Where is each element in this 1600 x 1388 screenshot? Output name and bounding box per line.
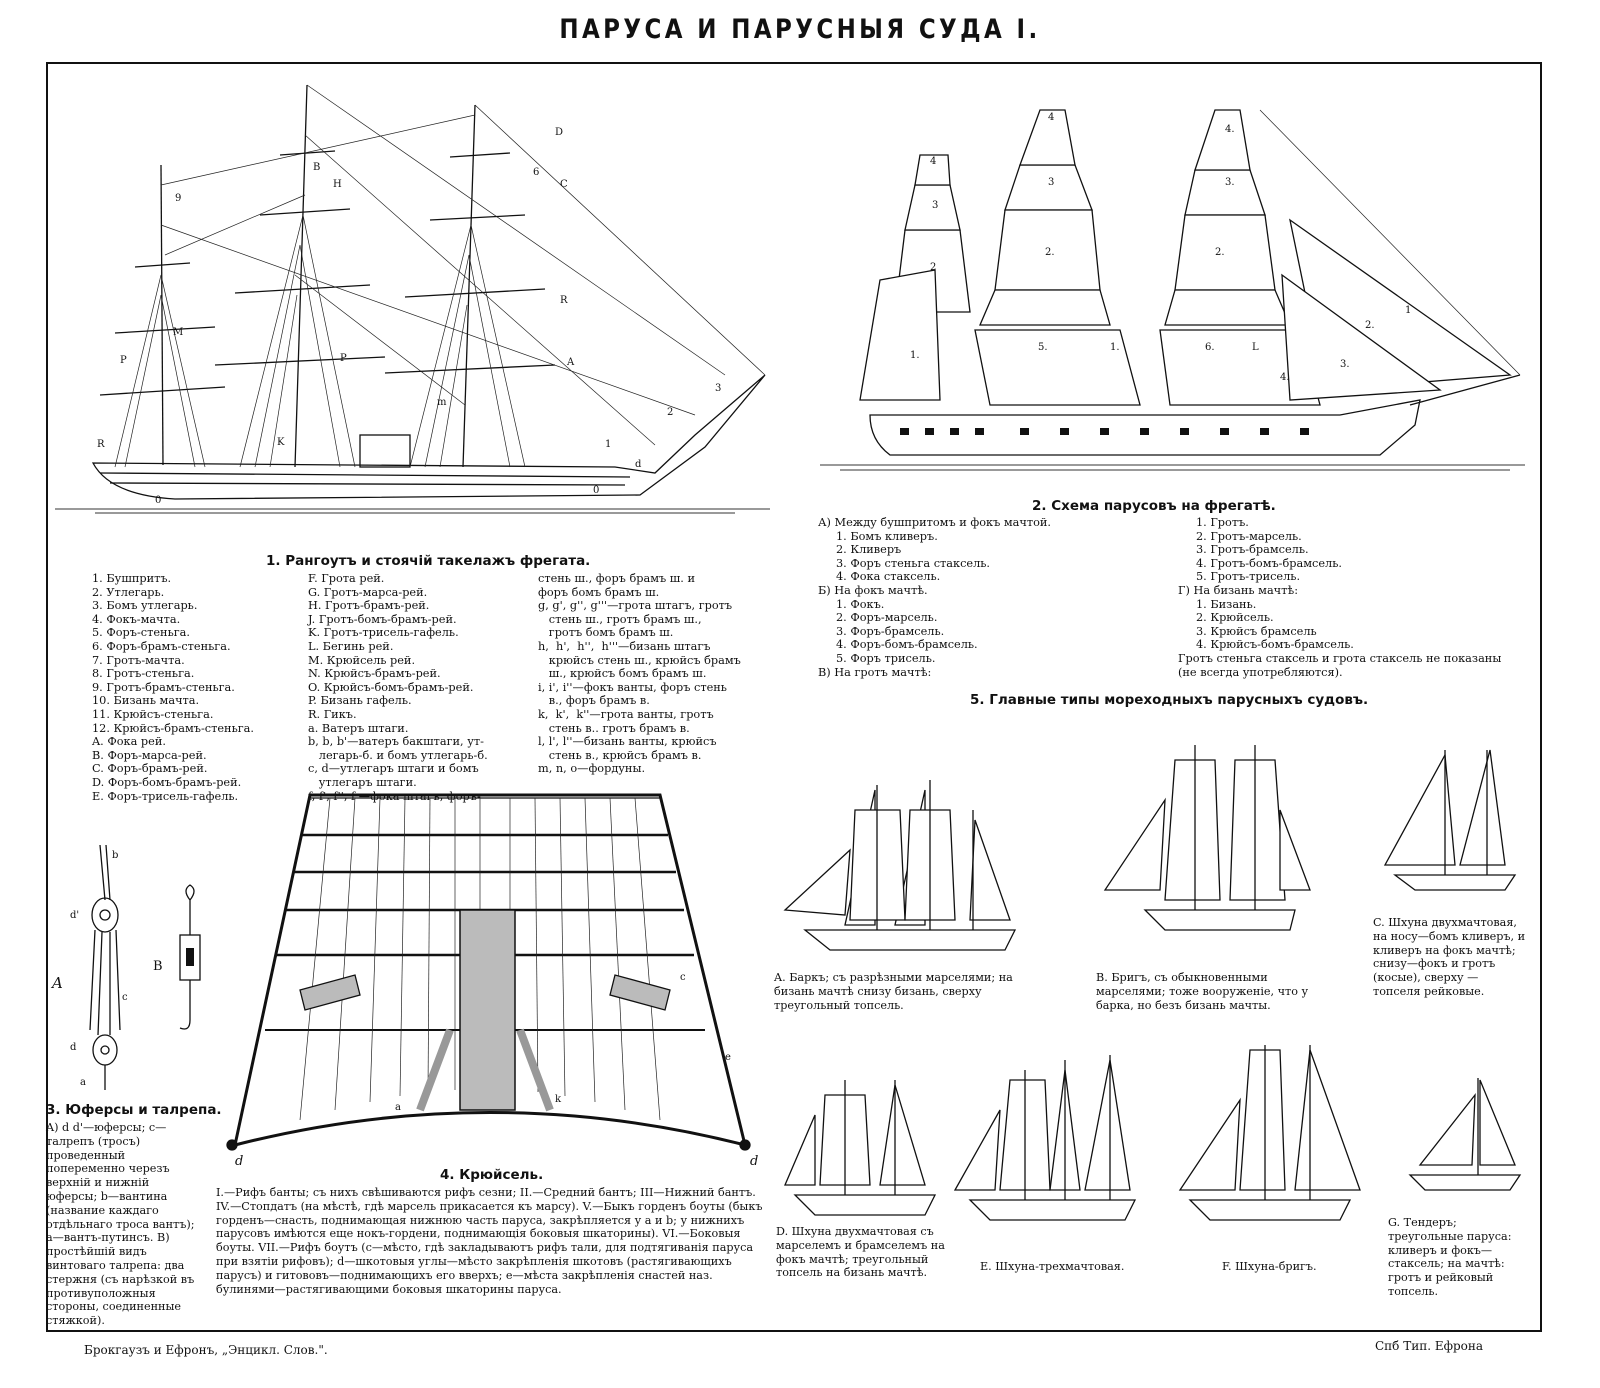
fig1-legend-item: 6. Форъ-брамъ-стеньга.: [92, 639, 231, 653]
svg-text:3.: 3.: [1340, 359, 1350, 370]
svg-text:d': d': [70, 910, 80, 921]
svg-text:R: R: [97, 439, 105, 450]
fig1-legend-item: N. Крюйсъ-брамъ-рей.: [308, 667, 441, 681]
fig5-schooner-d-text: D. Шхуна двухмачтовая съ марселемъ и брамселемъ на фокъ мачтѣ; треугольный топсель на бизань мачтѣ.: [776, 1225, 945, 1280]
ship-schooner-d-drawing: [775, 1075, 955, 1225]
fig1-legend-item: легарь-б. и бомъ утлегарь-б.: [308, 748, 488, 762]
frigate-rigging-drawing: [55, 75, 775, 525]
svg-text:R: R: [560, 295, 568, 306]
svg-text:m: m: [437, 397, 447, 408]
fig2-caption: 2. Схема парусовъ на фрегатѣ.: [1032, 498, 1276, 514]
svg-text:4.: 4.: [1225, 124, 1235, 135]
svg-text:1.: 1.: [1110, 342, 1120, 353]
fig1-legend-item: стень ш., форъ брамъ ш. и: [538, 572, 696, 585]
svg-text:1: 1: [1405, 305, 1412, 316]
topsail-drawing: [220, 790, 765, 1169]
fig1-legend-item: l, l', l''—бизань ванты, крюйсъ: [538, 735, 717, 749]
fig4-caption: 4. Крюйсель.: [440, 1167, 544, 1183]
page-title: ПАРУСА И ПАРУСНЫЯ СУДА I.: [559, 14, 1041, 45]
ship-schooner-2mast-drawing: [1375, 745, 1535, 905]
fig1-legend-item: G. Гротъ-марса-рей.: [308, 585, 428, 599]
fig3-text: A) d d'—юферсы; c—талрепъ (тросъ) проведенный попеременно черезъ верхнiй и нижнiй юферсы; b—вантина (название каждаго отдѣльнаго троса вантъ); a—вантъ-путинсъ. B) простѣйшiй видъ винтоваго талрепа: два стержня (съ нарѣзкой въ противуположныя стороны, соединенные стяжкой).: [46, 1121, 195, 1328]
svg-text:H: H: [333, 179, 342, 190]
fig2-legend-right: [1178, 516, 1501, 679]
fig2-legend-item: 3. Крюйсъ брамсель: [1178, 624, 1317, 638]
svg-text:d: d: [635, 459, 642, 470]
svg-text:B: B: [313, 162, 321, 173]
svg-text:D: D: [555, 127, 564, 138]
fig1-legend-item: в., форъ брамъ в.: [538, 694, 650, 708]
svg-text:d: d: [235, 1154, 244, 1169]
fig1-legend-item: 5. Форъ-стеньга.: [92, 626, 190, 640]
fig5-schooner-2mast-text: C. Шхуна двухмачтовая, на носу—бомъ кливеръ, и кливеръ на фокъ мачтѣ; снизу—фокъ и гротъ (косые), сверху — топселя рейковые.: [1373, 916, 1526, 998]
fig1-caption: 1. Рангоутъ и стоячiй такелажъ фрегата.: [266, 553, 591, 569]
footer-printer: Спб Тип. Ефрона: [1375, 1339, 1484, 1353]
fig5-caption: 5. Главные типы мореходныхъ парусныхъ судовъ.: [970, 692, 1369, 708]
svg-text:2: 2: [930, 262, 937, 273]
fig2-legend-item: Гротъ стеньга стаксель и грота стаксель не показаны: [1178, 651, 1502, 665]
fig1-legend-item: 2. Утлегарь.: [92, 585, 165, 599]
svg-text:a: a: [80, 1077, 86, 1088]
fig2-legend-left: [818, 516, 1051, 679]
fig2-legend-item: А) Между бушпритомъ и фокъ мачтой.: [818, 516, 1052, 529]
svg-text:k: k: [555, 1094, 562, 1105]
fig1-legend-item: M. Крюйсель рей.: [308, 653, 416, 667]
fig1-legend-item: D. Форъ-бомъ-брамъ-рей.: [92, 775, 242, 789]
svg-text:1.: 1.: [910, 350, 920, 361]
svg-text:2: 2: [667, 407, 674, 418]
fig1-legend-col2: [308, 572, 488, 803]
svg-text:4.: 4.: [1280, 372, 1290, 383]
fig1-legend-item: f, f', f'', f —фока штагъ, форъ-: [308, 789, 481, 803]
svg-text:2.: 2.: [1365, 320, 1375, 331]
ship-schooner-3mast-drawing: [950, 1050, 1150, 1230]
footer-publisher: Брокгаузъ и Ефронъ, „Энцикл. Слов.".: [84, 1343, 328, 1357]
fig2-legend-item: 1. Гротъ.: [1178, 516, 1249, 529]
fig2-legend-item: 4. Гротъ-бомъ-брамсель.: [1178, 556, 1342, 570]
svg-text:e: e: [725, 1052, 731, 1063]
fig1-legend-item: m, n, o—фордуны.: [538, 762, 646, 776]
fig2-legend-item: 5. Гротъ-трисель.: [1178, 570, 1301, 584]
ship-brig-drawing: [1095, 740, 1335, 940]
fig1-legend-item: 11. Крюйсъ-стеньга.: [92, 707, 214, 721]
svg-text:3: 3: [715, 383, 722, 394]
svg-text:6: 6: [533, 167, 540, 178]
ship-cutter-drawing: [1400, 1075, 1530, 1200]
fig2-legend-item: 4. Фока стаксель.: [818, 570, 941, 584]
svg-text:d: d: [750, 1154, 759, 1169]
svg-text:P: P: [120, 355, 127, 366]
fig1-legend-item: k, k', k''—грота ванты, гротъ: [538, 707, 714, 721]
fig1-legend-item: g, g', g'', g'''—грота штагъ, гротъ: [538, 599, 733, 613]
svg-text:c: c: [680, 972, 686, 983]
fig1-legend-item: крюйсъ стень ш., крюйсъ брамъ: [538, 653, 741, 667]
fig1-legend-item: B. Форъ-марса-рей.: [92, 748, 207, 762]
svg-text:0: 0: [593, 485, 600, 496]
fig1-legend-item: c, d—утлегаръ штаги и бомъ: [308, 762, 479, 776]
svg-text:1: 1: [605, 439, 612, 450]
svg-text:2.: 2.: [1045, 247, 1055, 258]
fig2-legend-item: 4. Крюйсъ-бомъ-брамсель.: [1178, 638, 1354, 652]
fig1-legend-item: L. Бегинь рей.: [308, 639, 394, 653]
fig1-legend-item: P. Бизань гафель.: [308, 694, 412, 708]
fig1-legend-item: 9. Гротъ-брамъ-стеньга.: [92, 680, 235, 694]
fig3-label-a: A: [52, 974, 63, 992]
fig2-legend-item: 2. Кливеръ: [818, 543, 902, 557]
svg-text:L: L: [1252, 342, 1259, 353]
fig2-legend-item: 2. Форъ-марсель.: [818, 611, 938, 625]
fig5-bark-text: A. Баркъ; съ разрѣзными марселями; на бизань мачтѣ снизу бизань, сверху треугольный топсель.: [774, 971, 1013, 1012]
fig1-legend-item: 3. Бомъ утлегарь.: [92, 599, 198, 613]
fig5-schooner-3mast-text: E. Шхуна-трехмачтовая.: [980, 1260, 1125, 1273]
fig2-legend-item: 1. Бомъ кливеръ.: [818, 529, 938, 543]
fig2-legend-item: 3. Форъ стеньга стаксель.: [818, 556, 991, 570]
fig1-legend-item: форъ бомъ брамъ ш.: [538, 585, 660, 599]
svg-text:3: 3: [932, 200, 939, 211]
svg-text:6.: 6.: [1205, 342, 1215, 353]
fig2-legend-item: 5. Форъ трисель.: [818, 651, 936, 665]
fig1-legend-item: 4. Фокъ-мачта.: [92, 612, 181, 626]
fig5-cutter-text: G. Тендеръ; треугольные паруса: кливеръ и фокъ—стаксель; на мачтѣ: гротъ и рейковый топсель.: [1388, 1216, 1512, 1298]
svg-text:K: K: [277, 437, 285, 448]
fig1-legend-item: 10. Бизань мачта.: [92, 694, 200, 708]
svg-text:M: M: [173, 327, 184, 338]
fig4-text: I.—Рифъ банты; съ нихъ свѣшиваются рифъ сезни; II.—Средний бантъ; III—Нижний бантъ. IV.—Стопдатъ (на мѣстѣ, гдѣ марсель прикасается къ марсу). V.—Быкъ горденъ боуты (быкъ горденъ—снасть, поднимающая нижнюю часть паруса, закрѣпляется у а и b; у нижнихъ парусовъ имѣются еще нокъ-гордени, поднимающiя боковыя шкаторины). VI.—Боковыя боуты. VII.—Рифъ боутъ (с—мѣсто, гдѣ закладываютъ рифъ тали, для подтягиванiя паруса при взятiи рифовъ); d—шкотовыя углы—мѣсто закрѣпленiя шкотовъ (растягивающихъ парусъ) и гитововъ—поднимающихъ его вверхъ; e—мѣста закрѣпленiя снастей наз. булинями—растягивающими боковыя шкаторины паруса.: [216, 1186, 763, 1296]
fig1-legend-item: R. Гикъ.: [308, 707, 357, 721]
fig2-legend-item: 1. Фокъ.: [818, 597, 885, 611]
fig2-legend-item: 3. Форъ-брамсель.: [818, 624, 945, 638]
fig2-legend-item: 2. Гротъ-марсель.: [1178, 529, 1302, 543]
svg-text:a: a: [395, 1102, 401, 1113]
fig2-legend-item: 3. Гротъ-брамсель.: [1178, 543, 1309, 557]
fig5-schooner-brig-text: F. Шхуна-бригъ.: [1222, 1260, 1317, 1273]
svg-text:c: c: [122, 992, 128, 1003]
svg-text:d: d: [70, 1042, 77, 1053]
svg-text:4: 4: [1048, 112, 1055, 123]
svg-text:3.: 3.: [1225, 177, 1235, 188]
fig1-legend-item: h, h', h'', h'''—бизань штагъ: [538, 639, 711, 653]
svg-text:0: 0: [155, 495, 162, 506]
fig1-legend-item: F. Грота рей.: [308, 572, 385, 585]
fig1-legend-item: K. Гротъ-трисель-гафель.: [308, 626, 459, 640]
fig1-legend-item: a. Ватеръ штаги.: [308, 721, 409, 735]
fig1-legend-item: 1. Бушпритъ.: [92, 572, 172, 585]
fig1-legend-item: 12. Крюйсъ-брамъ-стеньга.: [92, 721, 254, 735]
fig2-legend-item: Г) На бизань мачтѣ:: [1178, 583, 1299, 597]
fig1-legend-item: E. Форъ-трисель-гафель.: [92, 789, 239, 803]
fig1-legend-item: 8. Гротъ-стеньга.: [92, 667, 195, 681]
svg-text:C: C: [560, 179, 568, 190]
fig2-legend-item: (не всегда употребляются).: [1178, 665, 1343, 679]
fig1-legend-item: b, b, b'—ватеръ бакштаги, ут-: [308, 735, 484, 749]
fig2-legend-item: 2. Крюйсель.: [1178, 611, 1274, 625]
fig1-legend-item: стень ш., гротъ брамъ ш.,: [538, 612, 702, 626]
fig1-legend-item: J. Гротъ-бомъ-брамъ-рей.: [308, 612, 457, 626]
fig1-legend-item: H. Гротъ-брамъ-рей.: [308, 599, 430, 613]
fig3-label-b: B: [153, 959, 163, 974]
fig1-legend-item: утлегаръ штаги.: [308, 775, 417, 789]
fig1-legend-item: O. Крюйсъ-бомъ-брамъ-рей.: [308, 680, 474, 694]
svg-text:5.: 5.: [1038, 342, 1048, 353]
svg-text:3: 3: [1048, 177, 1055, 188]
fig1-legend-item: 7. Гротъ-мачта.: [92, 653, 185, 667]
fig1-legend-col3: [538, 572, 741, 776]
fig1-legend-item: гротъ бомъ брамъ ш.: [538, 626, 674, 640]
svg-text:9: 9: [175, 193, 182, 204]
svg-text:4: 4: [930, 156, 937, 167]
fig1-legend-item: A. Фока рей.: [92, 735, 166, 749]
fig2-legend-item: 4. Форъ-бомъ-брамсель.: [818, 638, 978, 652]
fig1-legend-item: i, i', i''—фокъ ванты, форъ стень: [538, 680, 727, 694]
svg-text:A: A: [567, 357, 575, 368]
svg-text:2.: 2.: [1215, 247, 1225, 258]
fig1-legend-col1: [92, 572, 254, 803]
fig2-legend-item: В) На гротъ мачтѣ:: [818, 665, 932, 679]
ship-bark-drawing: [775, 770, 1045, 960]
fig2-legend-item: 1. Бизань.: [1178, 597, 1257, 611]
fig1-legend-item: C. Форъ-брамъ-рей.: [92, 762, 208, 776]
ship-schooner-brig-drawing: [1170, 1040, 1370, 1230]
fig2-legend-item: Б) На фокъ мачтѣ.: [818, 583, 928, 597]
fig5-brig-text: B. Бригъ, съ обыкновенными марселями; тоже вооруженiе, что у барка, но безъ бизань мачты.: [1096, 971, 1309, 1012]
fig1-legend-item: стень в.. гротъ брамъ в.: [538, 721, 690, 735]
fig1-legend-item: стень в., крюйсъ брамъ в.: [538, 748, 702, 762]
frigate-sail-plan-drawing: [820, 80, 1530, 480]
svg-text:b: b: [112, 850, 119, 861]
svg-text:P: P: [340, 353, 347, 364]
fig1-legend-item: ш., крюйсъ бомъ брамъ ш.: [538, 667, 707, 681]
fig3-caption: 3. Юферсы и талрепа.: [46, 1102, 222, 1118]
